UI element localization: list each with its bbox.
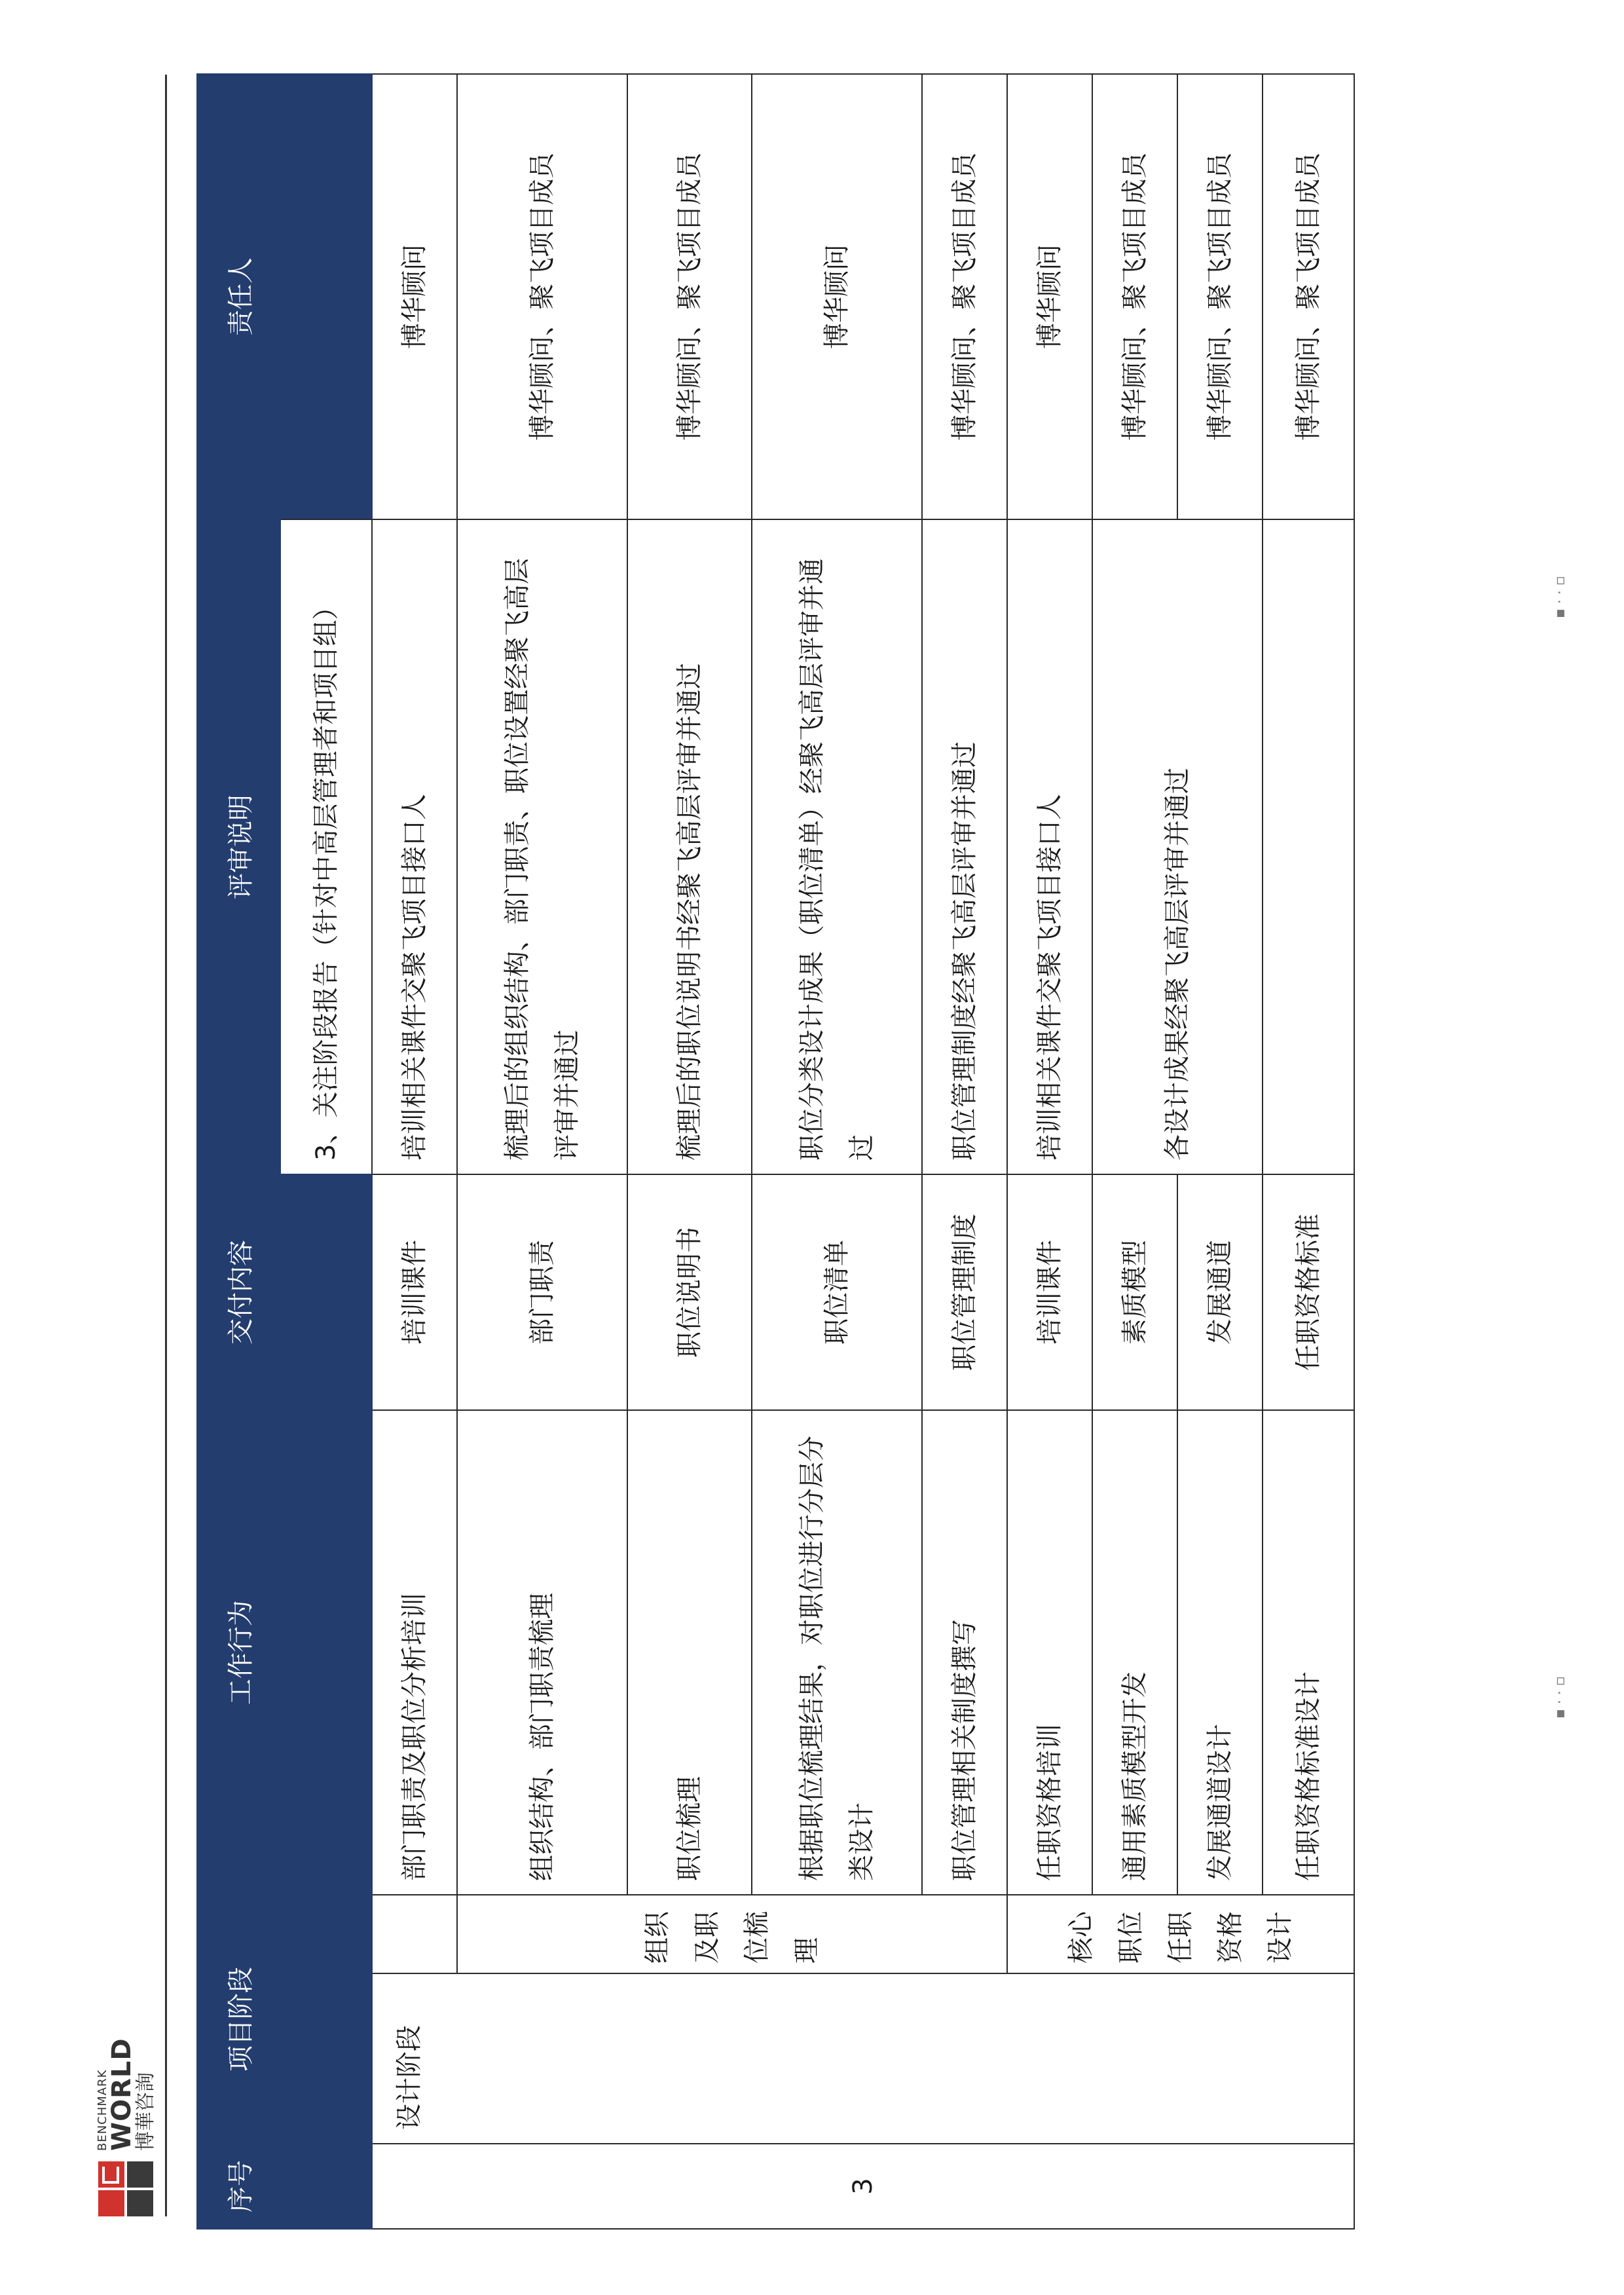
- sub-stage-cell: 核心职位任职资格设计: [1007, 1895, 1354, 1973]
- work-cell: 发展通道设计: [1177, 1410, 1263, 1895]
- scan-mark: ▪ · · ▫: [1552, 576, 1568, 618]
- logo-brand-cn: 博華咨詢: [134, 2072, 157, 2151]
- deliverable-cell: 培训课件: [1007, 1174, 1092, 1410]
- header-review: 评审说明: [197, 519, 280, 1174]
- deliverable-cell: 职位说明书: [627, 1174, 752, 1410]
- table-row: [457, 74, 627, 2229]
- company-logo: [97, 2038, 156, 2216]
- review-cell: 梳理后的职位说明书经聚飞高层评审并通过: [627, 519, 752, 1174]
- review-cell: 培训相关课件交聚飞项目接口人: [372, 519, 457, 1174]
- section-number: 3: [372, 2144, 1354, 2229]
- review-cell: 3、关注阶段报告（针对中高层管理者和项目组）: [280, 519, 372, 1174]
- review-cell: 梳理后的组织结构、部门职责、职位设置经聚飞高层评审并通过: [457, 519, 627, 1174]
- owner-cell: 博华顾问、聚飞项目成员: [457, 74, 627, 519]
- owner-cell: 博华顾问、聚飞项目成员: [1092, 74, 1177, 519]
- work-cell: 部门职责及职位分析培训: [372, 1410, 457, 1895]
- work-cell: 职位管理相关制度撰写: [922, 1410, 1007, 1895]
- owner-cell: 博华顾问、聚飞项目成员: [627, 74, 752, 519]
- owner-cell: 博华顾问、聚飞项目成员: [1177, 74, 1263, 519]
- work-cell: 任职资格培训: [1007, 1410, 1092, 1895]
- deliverable-cell: 职位清单: [752, 1174, 922, 1410]
- owner-cell: 博华顾问、聚飞项目成员: [1263, 74, 1354, 519]
- owner-cell: 博华顾问: [752, 74, 922, 519]
- header-rule: [165, 75, 167, 2216]
- logo-mark-icon: [98, 2160, 155, 2216]
- owner-cell: 博华顾问、聚飞项目成员: [922, 74, 1007, 519]
- logo-brand-big: WORLD: [107, 2038, 137, 2151]
- deliverable-cell: 培训课件: [372, 1174, 457, 1410]
- header-deliverable: 交付内容: [197, 1174, 280, 1410]
- work-cell: 职位梳理: [627, 1410, 752, 1895]
- table-row: [1007, 74, 1092, 2229]
- review-cell: 职位管理制度经聚飞高层评审并通过: [922, 519, 1007, 1174]
- scan-mark: ▪ · · ▫: [1552, 1676, 1568, 1719]
- deliverable-cell: 部门职责: [457, 1174, 627, 1410]
- work-cell: 任职资格标准设计: [1263, 1410, 1354, 1895]
- review-cell: 培训相关课件交聚飞项目接口人: [1007, 519, 1092, 1174]
- header-seq: 序号: [197, 2144, 280, 2229]
- deliverable-cell: 素质模型: [1092, 1174, 1177, 1410]
- review-cell: 各设计成果经聚飞高层评审并通过: [1092, 519, 1263, 1174]
- owner-cell: 博华顾问: [1007, 74, 1092, 519]
- work-cell: 根据职位梳理结果，对职位进行分层分类设计: [752, 1410, 922, 1895]
- deliverable-cell: 发展通道: [1177, 1174, 1263, 1410]
- review-cell: 职位分类设计成果（职位清单）经聚飞高层评审并通过: [752, 519, 922, 1174]
- work-cell: 通用素质模型开发: [1092, 1410, 1177, 1895]
- table-header-row: [197, 74, 280, 2229]
- header-work: 工作行为: [197, 1410, 280, 1895]
- table-row: [372, 74, 457, 2229]
- header-owner: 责任人: [197, 74, 280, 519]
- header-stage: 项目阶段: [197, 1895, 280, 2144]
- deliverable-cell: 任职资格标准: [1263, 1174, 1354, 1410]
- logo-brand-small: BENCHMARK: [96, 2069, 109, 2151]
- project-plan-table: [196, 73, 1355, 2230]
- table-row: [280, 74, 372, 2229]
- deliverable-cell: 职位管理制度: [922, 1174, 1007, 1410]
- sub-stage-cell: 组织及职位梳理: [457, 1895, 1007, 1973]
- owner-cell: 博华顾问: [372, 74, 457, 519]
- work-cell: 组织结构、部门职责梳理: [457, 1410, 627, 1895]
- stage-cell: 设计阶段: [372, 1973, 1354, 2144]
